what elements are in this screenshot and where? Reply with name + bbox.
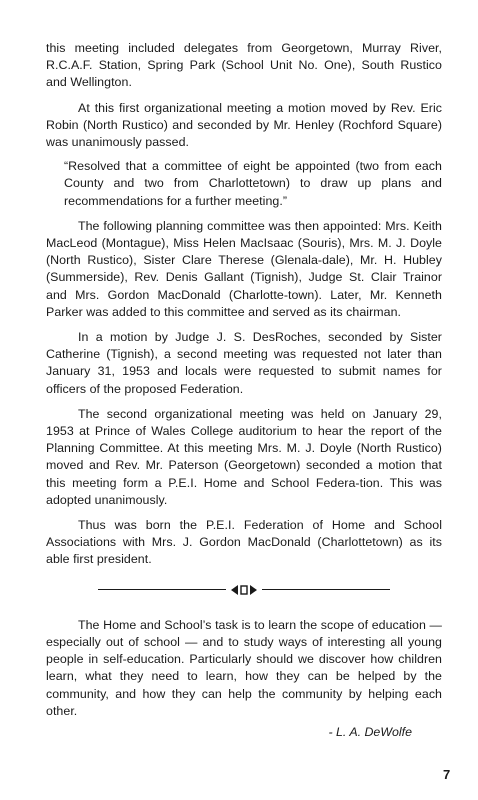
paragraph-second-meeting: The second organizational meeting was held on January 29, 1953 at Prince of Wales College auditorium to hear the report of the Planning Committee. At this meeting Mrs. M. J. Doyle (North Rustico) moved and Rev. Mr. Paterson (Georgetown) seconded a motion that this meeting form a P.E.I. Home and School Federa-tion. This was adopted unanimously. [46,406,442,507]
divider-line-left [98,589,226,590]
quote-attribution: - L. A. DeWolfe [328,724,412,739]
paragraph-delegates: this meeting included delegates from Georgetown, Murray River, R.C.A.F. Station, Spring Park (School Unit No. One), South Rustico and Wellington. [46,41,442,90]
paragraph-second-motion: In a motion by Judge J. S. DesRoches, seconded by Sister Catherine (Tignish), a second meeting was requested not later than January 31, 1953 and locals were requested to submit names for officers of the proposed Federation. [46,330,442,396]
divider-line-right [262,589,390,590]
paragraph-federation-born: Thus was born the P.E.I. Federation of Home and School Associations with Mrs. J. Gordon MacDonald (Charlottetown) as its able first president. [46,518,442,567]
paragraph-first-meeting: At this first organizational meeting a motion moved by Rev. Eric Robin (North Rustico) and seconded by Mr. Henley (Rochford Square) was unanimously passed. [46,100,442,150]
resolution-quote: “Resolved that a committee of eight be appointed (two from each County and two from Charlottetown) to draw up plans and recommendations for a further meeting.” [64,159,442,208]
diamond-ornament-icon [230,583,258,597]
closing-quote-text: The Home and School’s task is to learn the scope of education — especially out of school — and to study ways of interesting all young people in self-education. Particularly should we discover how children learn, what they need to learn, how they can be helped by the community, and how they can help the community by helping each other. [46,617,442,718]
document-page [46,40,442,740]
closing-quote-block [46,617,442,740]
paragraph-planning-committee: The following planning committee was then appointed: Mrs. Keith MacLeod (Montague), Miss Helen MacIsaac (Souris), Mrs. M. J. Doyle (North Rustico), Sister Clare Therese (Glenala-dale), Mr. H. Hubley (Summerside), Rev. Denis Gallant (Tignish), Judge St. Clair Trainor and Mrs. Gordon MacDonald (Charlotte-town). Later, Mr. Kenneth Parker was added to this committee and served as its chairman. [46,218,442,319]
section-divider [98,583,390,597]
page-number: 7 [443,767,451,782]
